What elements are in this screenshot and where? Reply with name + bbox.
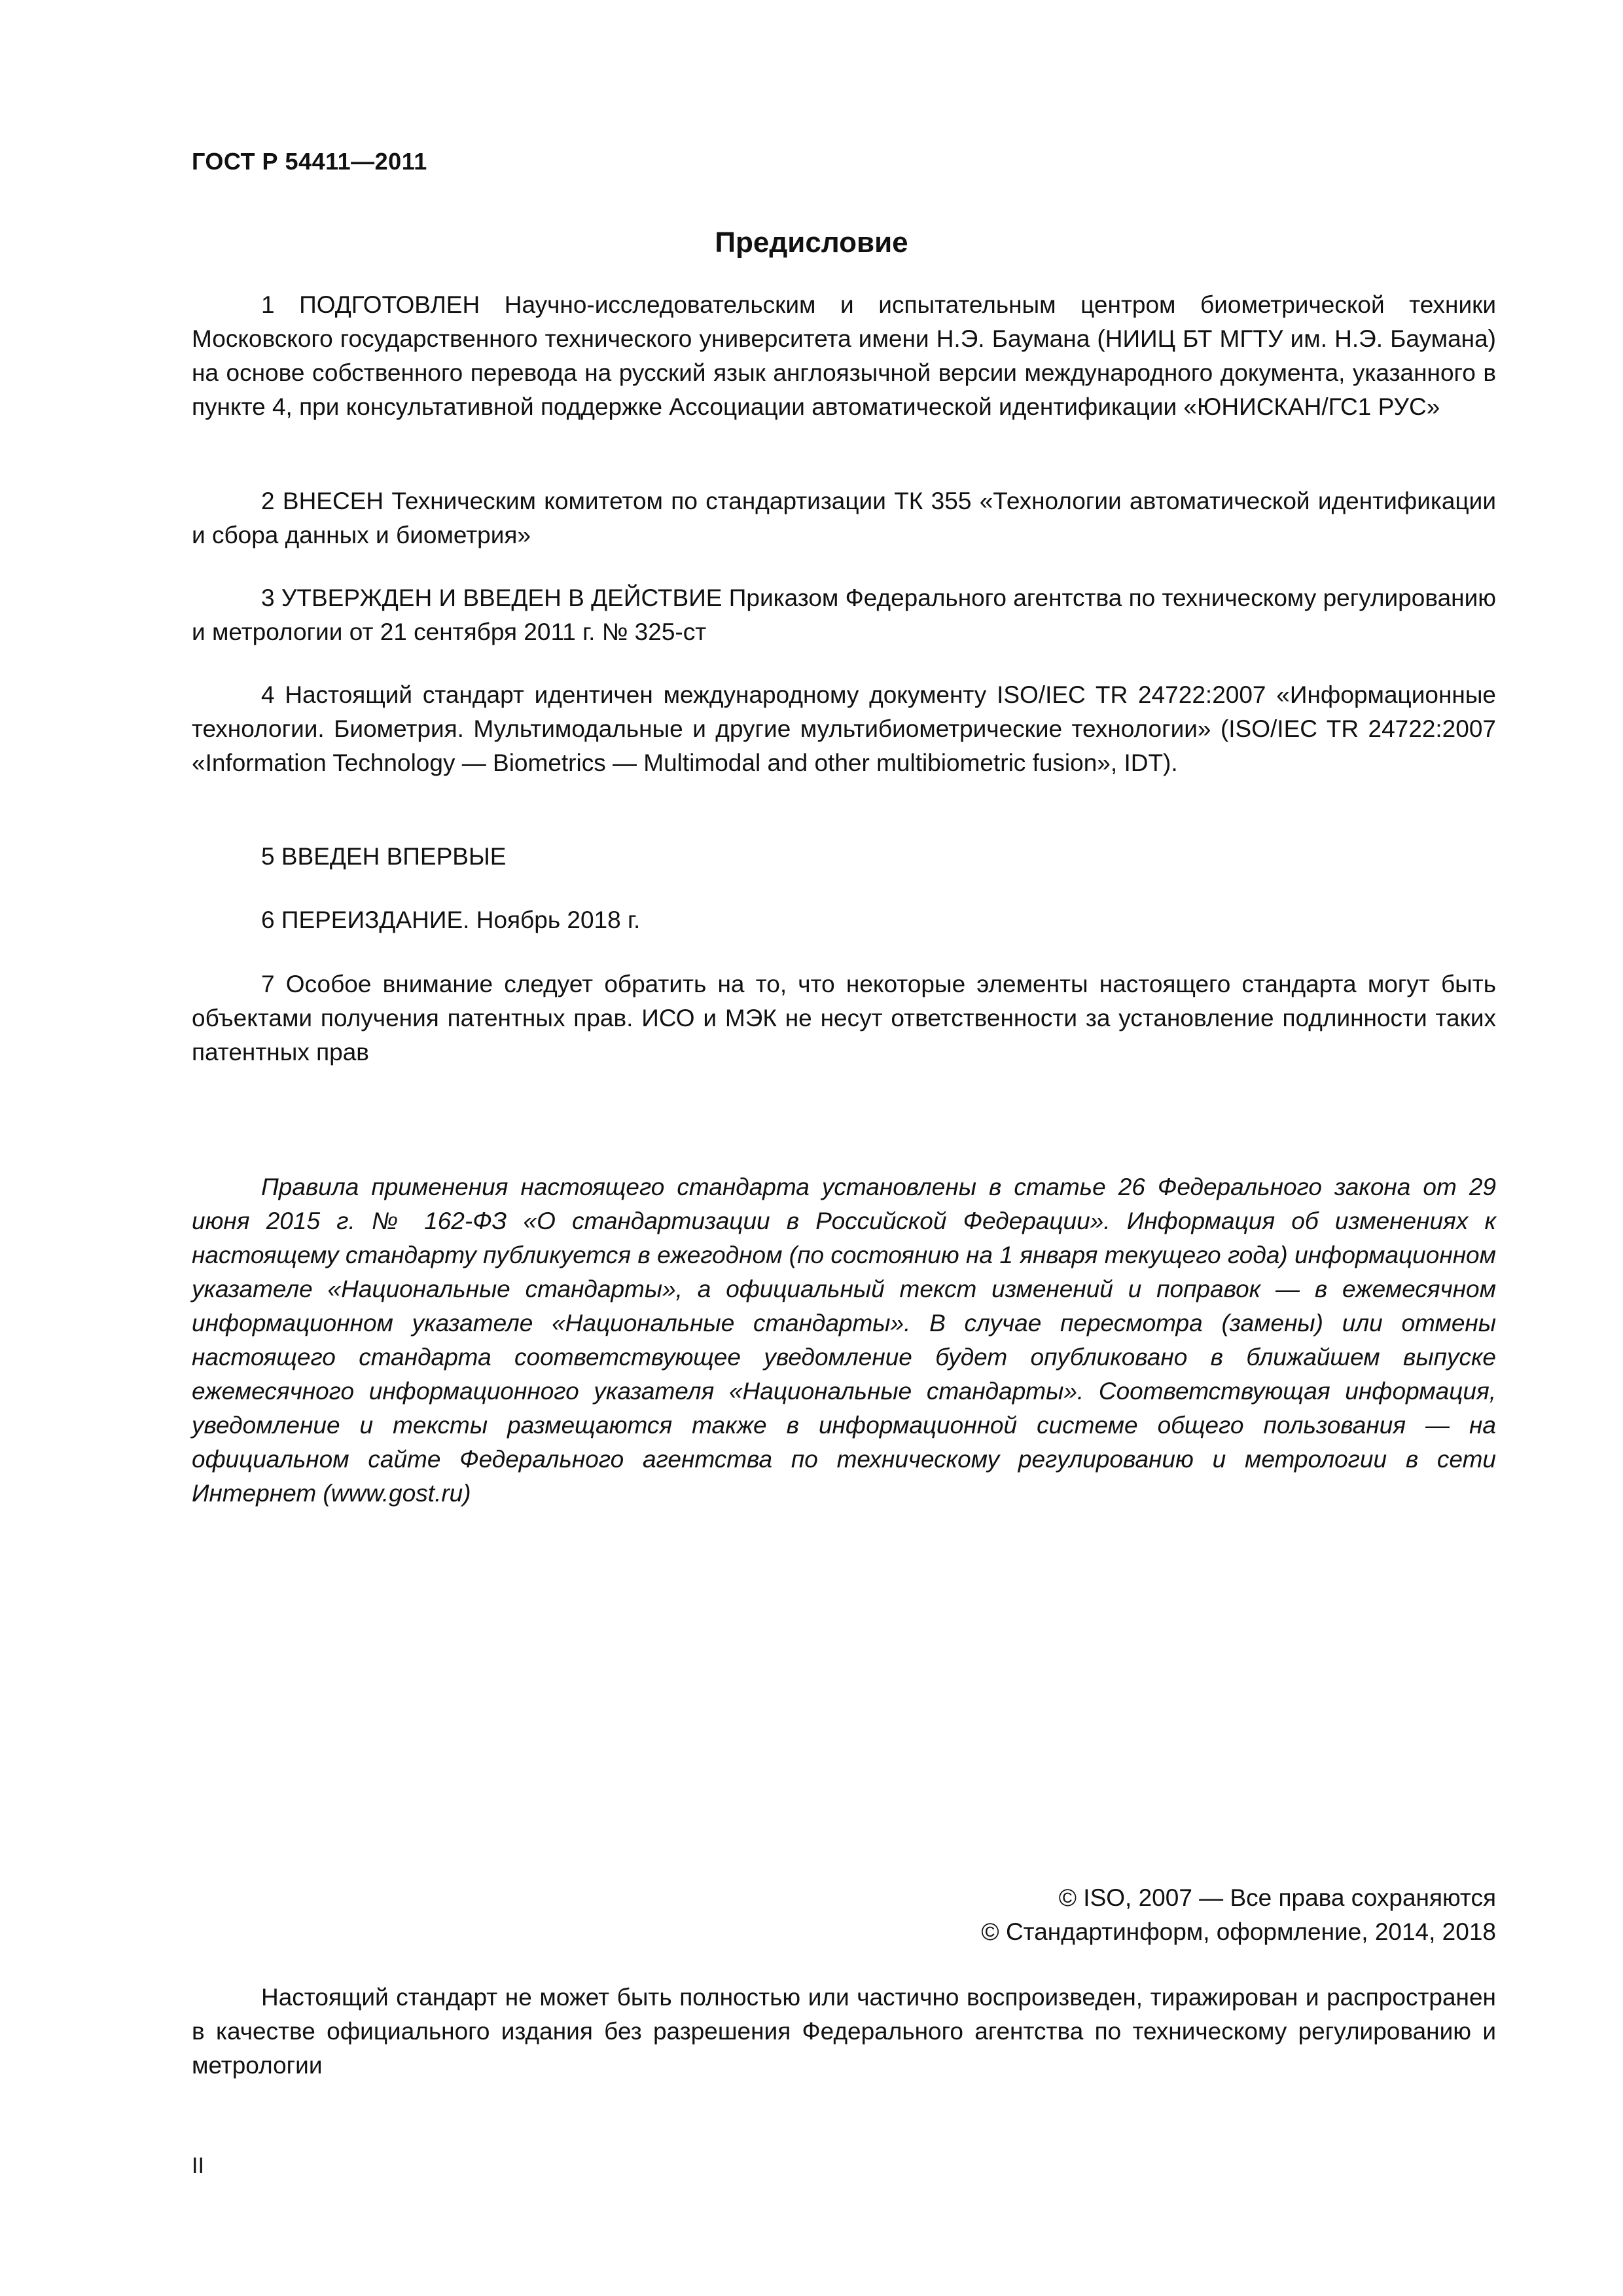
page-title: Предисловие bbox=[715, 226, 908, 259]
rules-note: Правила применения настоящего стандарта установлены в статье 26 Федерального закона от 29 июня 2015 г. № 162-ФЗ «О стандартизации в Российской Федерации». Информация об изменениях к настоящему стандарту публикуется в ежегодном (по состоянию на 1 января текущего года) информационном указателе «Национальные стандарты», а официальный текст изменений и поправок — в ежемесячном информационном указателе «Национальные стандарты». В случае пересмотра (замены) или отмены настоящего стандарта соответствующее уведомление будет опубликовано в ближайшем выпуске ежемесячного информационного указателя «Национальные стандарты». Соответствующая информация, уведомление и тексты размещаются также в информационной системе общего пользования — на официальном сайте Федерального агентства по техническому регулированию и метрологии в сети Интернет (www.gost.ru) bbox=[192, 1174, 1496, 1507]
copyright-block bbox=[981, 1881, 1496, 1949]
foreword-item-4: 4 Настоящий стандарт идентичен международному документу ISO/IEC TR 24722:2007 «Информационные технологии. Биометрия. Мультимодальные и другие мультибиометрические технологии» (ISO/IEC TR 24722:2007 «Information Technology — Biometrics — Multimodal and other multibiometric fusion», IDT). bbox=[192, 681, 1496, 776]
copyright-iso: © ISO, 2007 — Все права сохраняются bbox=[1058, 1884, 1496, 1911]
page-number: II bbox=[192, 2153, 204, 2178]
reproduction-note: Настоящий стандарт не может быть полностью или частично воспроизведен, тиражирован и распространен в качестве официального издания без разрешения Федерального агентства по техническому регулированию и метрологии bbox=[192, 1984, 1496, 2079]
document-code: ГОСТ Р 54411—2011 bbox=[192, 148, 427, 175]
copyright-standartinform: © Стандартинформ, оформление, 2014, 2018 bbox=[981, 1918, 1496, 1945]
foreword-item-6: 6 ПЕРЕИЗДАНИЕ. Ноябрь 2018 г. bbox=[261, 906, 641, 933]
foreword-item-5: 5 ВВЕДЕН ВПЕРВЫЕ bbox=[261, 843, 507, 870]
foreword-item-1: 1 ПОДГОТОВЛЕН Научно-исследовательским и испытательным центром биометрической техники Московского государственного технического университета имени Н.Э. Баумана (НИИЦ БТ МГТУ им. Н.Э. Баумана) на основе собственного перевода на русский язык англоязычной версии международного документа, указанного в пункте 4, при консультативной поддержке Ассоциации автоматической идентификации «ЮНИСКАН/ГС1 РУС» bbox=[192, 291, 1496, 420]
foreword-item-3: 3 УТВЕРЖДЕН И ВВЕДЕН В ДЕЙСТВИЕ Приказом Федерального агентства по техническому регулированию и метрологии от 21 сентября 2011 г. № 325-ст bbox=[192, 584, 1496, 645]
foreword-item-2: 2 ВНЕСЕН Техническим комитетом по стандартизации ТК 355 «Технологии автоматической идентификации и сбора данных и биометрия» bbox=[192, 488, 1496, 548]
foreword-item-7: 7 Особое внимание следует обратить на то, что некоторые элементы настоящего стандарта могут быть объектами получения патентных прав. ИСО и МЭК не несут ответственности за установление подлинности таких патентных прав bbox=[192, 971, 1496, 1066]
